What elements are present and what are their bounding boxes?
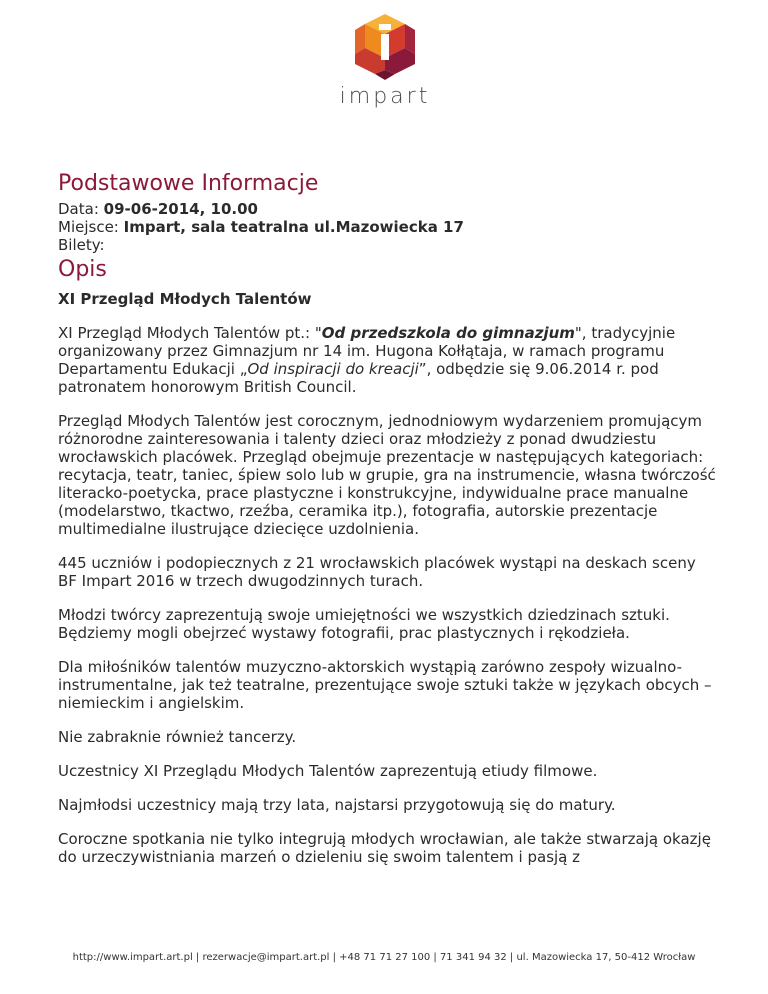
p1-title-emphasis: Od przedszkola do gimnazjum xyxy=(321,324,575,342)
place-label: Miejsce: xyxy=(58,218,119,236)
description-paragraph: Nie zabraknie również tancerzy. xyxy=(58,728,297,746)
section-title-info: Podstawowe Informacje xyxy=(58,171,319,196)
info-tickets xyxy=(58,236,718,254)
date-label: Data: xyxy=(58,200,99,218)
p1-text-e: ”, odbędzie się 9.06.2014 r. pod patronatem honorowym British Council. xyxy=(58,360,659,396)
p1-program-emphasis: Od inspiracji do kreacji xyxy=(247,360,419,378)
footer-contact: http://www.impart.art.pl | rezerwacje@impart.art.pl | +48 71 71 27 100 | 71 341 94 32 | ul. Mazowiecka 17, 50-412 Wrocław xyxy=(72,952,696,963)
description-paragraph: Uczestnicy XI Przeglądu Młodych Talentów zaprezentują etiudy filmowe. xyxy=(58,762,598,780)
info-date xyxy=(58,200,718,218)
date-value: 09-06-2014, 10.00 xyxy=(103,200,258,218)
impart-wordmark: impart xyxy=(339,84,431,109)
description-paragraph: Przegląd Młodych Talentów jest corocznym, jednodniowym wydarzeniem promującym różnorodne zainteresowania i talenty dzieci oraz młodzieży z ponad dwudziestu wrocławskich placówek. Przegląd obejmuje prezentacje w następujących kategoriach: recytacja, teatr, taniec, śpiew solo lub w grupie, gra na instrumencie, własna twórczość literacko-poetycka, prace plastyczne i konstrukcyjne, indywidualne prace manualne (modelarstwo, tkactwo, rzeźba, ceramika itp.), fotografia, autorskie prezentacje multimedialne ilustrujące dziecięce uzdolnienia. xyxy=(58,412,716,538)
description-paragraph: Młodzi twórcy zaprezentują swoje umiejętności we wszystkich dziedzinach sztuki. Będziemy mogli obejrzeć wystawy fotografii, prac plastycznych i rękodzieła. xyxy=(58,606,670,642)
event-content xyxy=(58,168,718,866)
description-paragraph: Najmłodsi uczestnicy mają trzy lata, najstarsi przygotowują się do matury. xyxy=(58,796,616,814)
place-value: Impart, sala teatralna ul.Mazowiecka 17 xyxy=(123,218,464,236)
info-place xyxy=(58,218,718,236)
tickets-label: Bilety: xyxy=(58,236,105,254)
p1-text-c: ", tradycyjnie organizowany przez Gimnazjum nr 14 im. Hugona Kołłątaja, w ramach programu Departamentu Edukacji „ xyxy=(58,324,676,378)
impart-logo-icon xyxy=(333,14,437,82)
impart-logo[interactable] xyxy=(333,14,437,114)
description-paragraph: Dla miłośników talentów muzyczno-aktorskich wystąpią zarówno zespoły wizualno-instrumentalne, jak też teatralne, prezentujące swoje sztuki także w językach obcych – niemieckim i angielskim. xyxy=(58,658,712,712)
event-name: XI Przegląd Młodych Talentów xyxy=(58,290,312,308)
description-paragraph: 445 uczniów i podopiecznych z 21 wrocławskich placówek wystąpi na deskach sceny BF Impart 2016 w trzech dwugodzinnych turach. xyxy=(58,554,696,590)
description-paragraph: Coroczne spotkania nie tylko integrują młodych wrocławian, ale także stwarzają okazję do urzeczywistniania marzeń o dzieleniu się swoim talentem i pasją z xyxy=(58,830,711,866)
section-title-opis: Opis xyxy=(58,257,107,282)
p1-text-a: XI Przegląd Młodych Talentów pt.: " xyxy=(58,324,322,342)
description-paragraph xyxy=(58,324,718,396)
